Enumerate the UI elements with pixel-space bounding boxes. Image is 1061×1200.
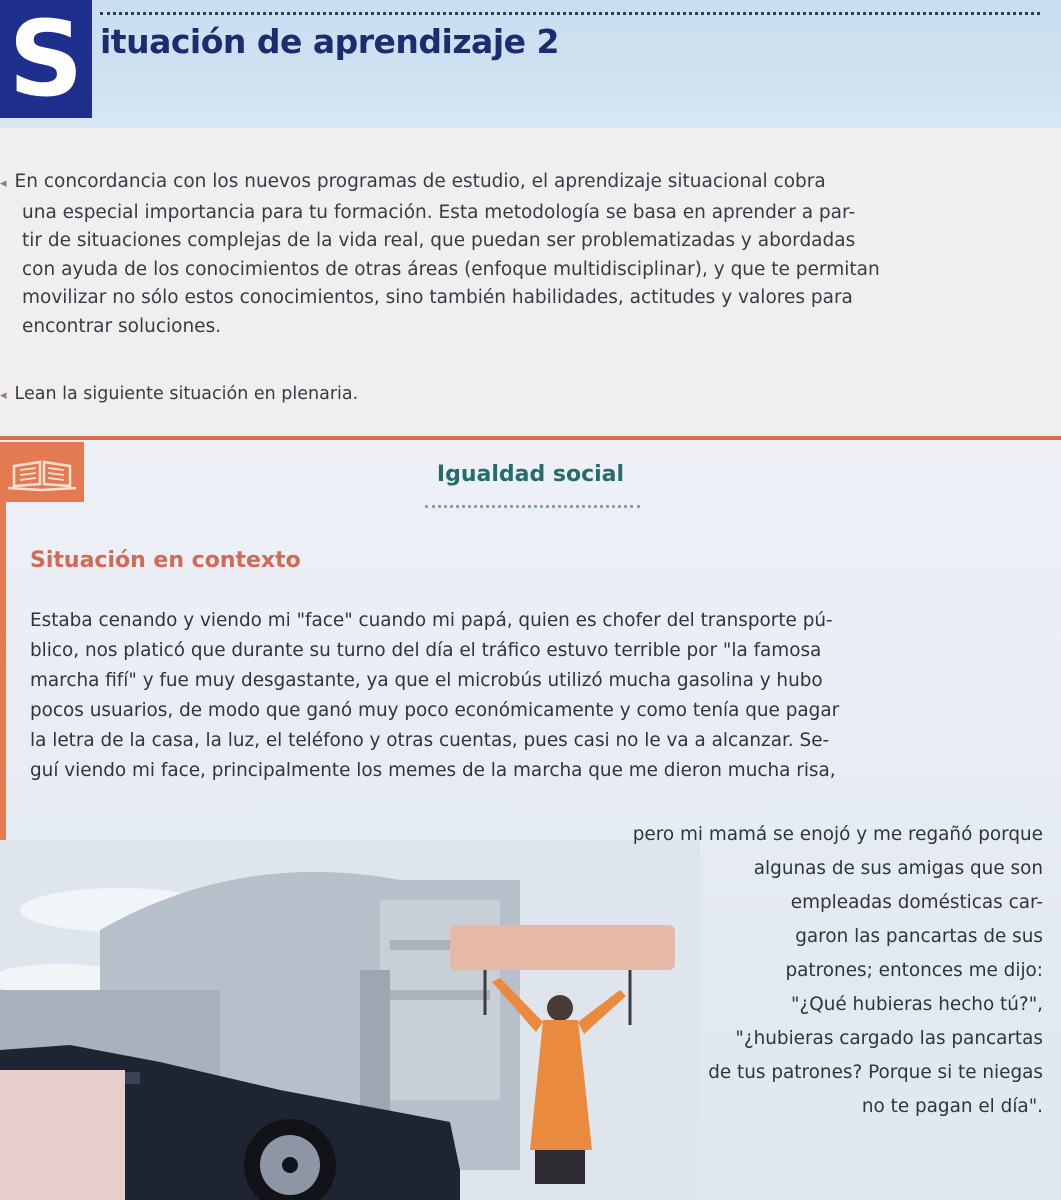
intro-block (0, 128, 1061, 440)
intro-line: tir de situaciones complejas de la vida real, que puedan ser problematizadas y abordadas (22, 230, 856, 252)
story-line: guí viendo mi face, principalmente los memes de la marcha que me dieron mucha risa, (30, 760, 836, 781)
story-line: la letra de la casa, la luz, el teléfono y otras cuentas, pues casi no le va a alcanzar. Se- (30, 730, 830, 751)
story-line: "¿hubieras cargado las pancartas (735, 1028, 1043, 1049)
story-line: blico, nos platicó que durante su turno del día el tráfico estuvo terrible por "la famosa (30, 640, 822, 661)
story-line: garon las pancartas de sus (795, 926, 1043, 947)
intro-line: una especial importancia para tu formación. Esta metodología se basa en aprender a par- (22, 201, 856, 223)
instruction-line (0, 384, 358, 404)
story-line: Estaba cenando y viendo mi "face" cuando mi papá, quien es chofer del transporte pú- (30, 610, 833, 631)
bullet-arrow-icon: ◂ (0, 388, 7, 403)
story-line: "¿Qué hubieras hecho tú?", (791, 994, 1043, 1015)
context-heading: Situación en contexto (30, 548, 301, 573)
intro-line: encontrar soluciones. (22, 315, 222, 337)
story-paragraph (30, 606, 1046, 786)
car-door-panel (0, 1070, 125, 1200)
story-line: patrones; entonces me dijo: (785, 960, 1043, 981)
story-line: no te pagan el día". (861, 1096, 1043, 1117)
intro-line: movilizar no sólo estos conocimientos, sino también habilidades, actitudes y valores para (22, 287, 853, 309)
story-line: pocos usuarios, de modo que ganó muy poco económicamente y como tenía que pagar (30, 700, 840, 721)
page-header (0, 0, 1061, 128)
intro-line: ◂ En concordancia con los nuevos programas de estudio, el aprendizaje situacional cobra (0, 171, 826, 192)
section-divider (0, 436, 1061, 440)
story-line: empleadas domésticas car- (790, 892, 1043, 913)
section-title-dotted-rule (425, 505, 640, 508)
section-accent-bar (0, 500, 6, 880)
story-line: marcha fifí" y fue muy desgastante, ya que el microbús utilizó mucha gasolina y hubo (30, 670, 823, 691)
story-line: de tus patrones? Porque si te niegas (708, 1062, 1043, 1083)
page-title: ituación de aprendizaje 2 (100, 22, 559, 61)
bullet-arrow-icon: ◂ (0, 176, 7, 191)
story-continuation (523, 818, 1043, 1124)
story-line: pero mi mamá se enojó y me regañó porque (632, 824, 1043, 845)
header-dotted-rule (100, 12, 1040, 15)
instruction-text: Lean la siguiente situación en plenaria. (14, 384, 359, 404)
section-badge: S (0, 0, 92, 118)
intro-paragraph (0, 168, 1040, 342)
section-title: Igualdad social (436, 462, 625, 487)
story-line: algunas de sus amigas que son (753, 858, 1043, 879)
intro-line: con ayuda de los conocimientos de otras áreas (enfoque multidisciplinar), y que te permitan (22, 258, 880, 280)
